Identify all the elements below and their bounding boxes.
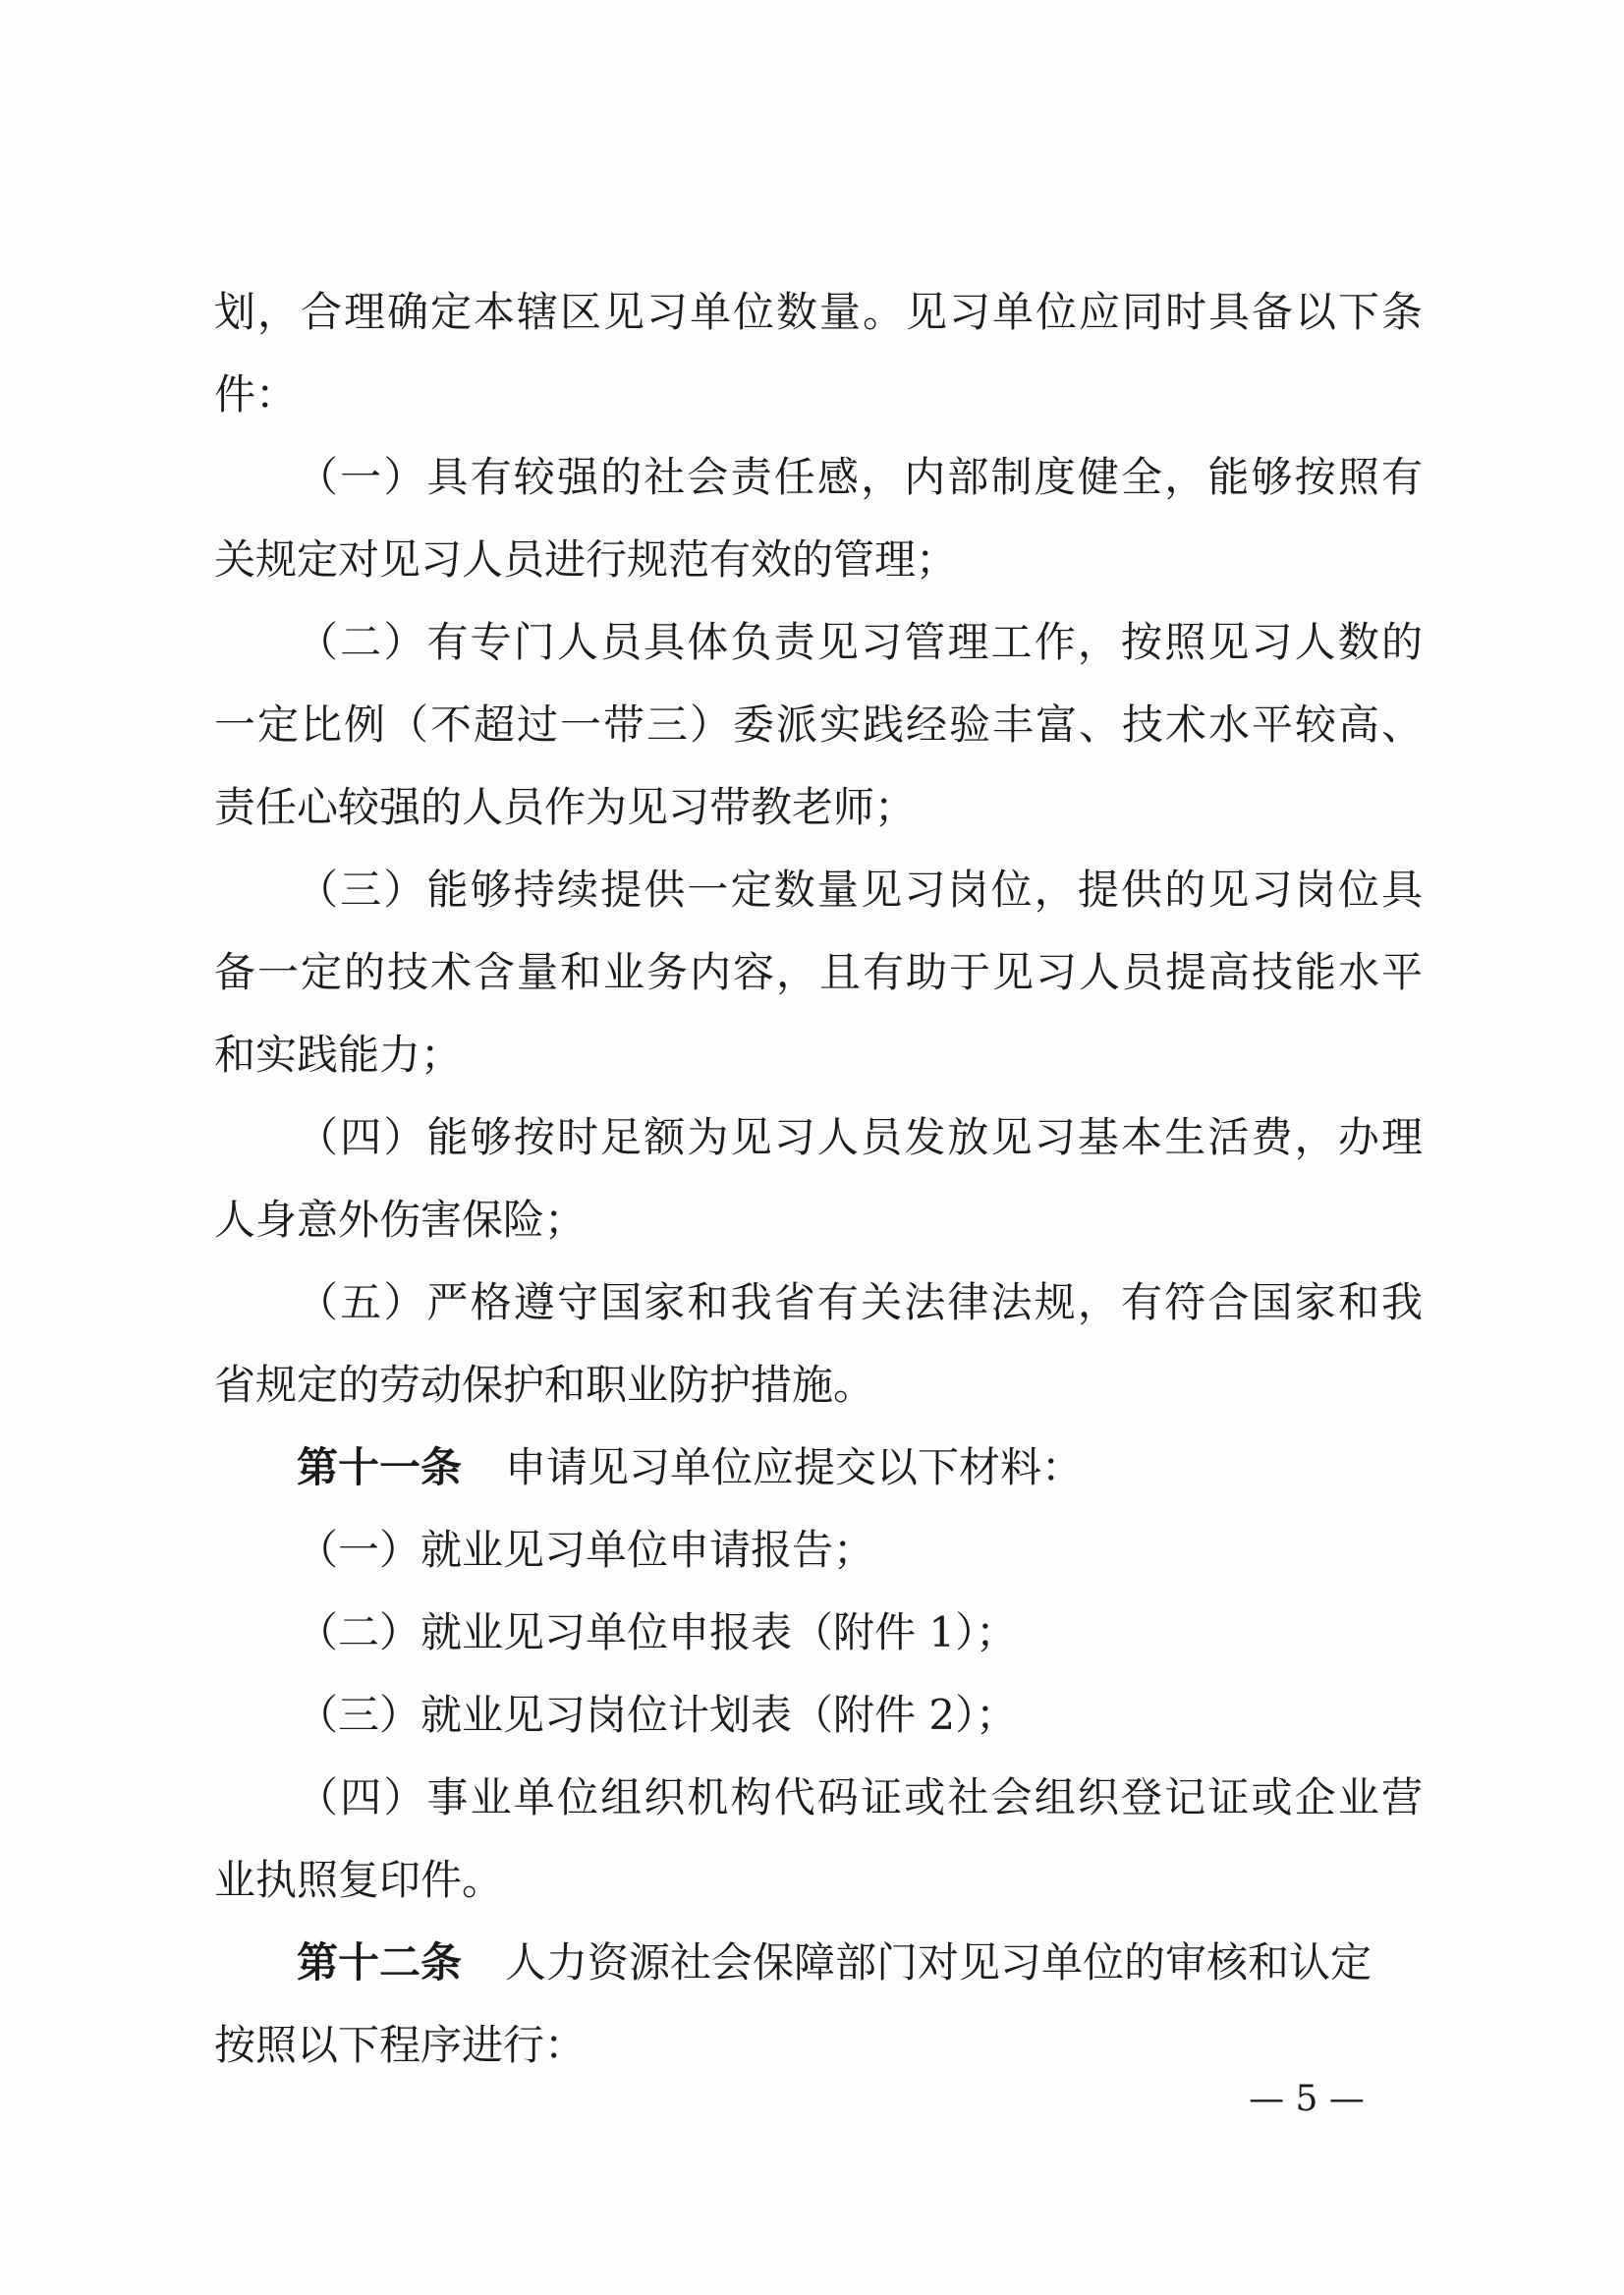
article-11-text: 申请见习单位应提交以下材料： [505, 1443, 1084, 1491]
body-line-22: 按照以下程序进行： [214, 2021, 587, 2069]
body-line-5: （二）有专门人员具体负责见习管理工作，按照见习人数的 [297, 618, 1423, 666]
body-line-9: 备一定的技术含量和业务内容，且有助于见习人员提高技能水平 [214, 948, 1423, 996]
body-line-10: 和实践能力； [214, 1031, 463, 1079]
article-11-line [297, 1438, 1423, 1497]
body-line-12: 人身意外伤害保险； [214, 1196, 587, 1244]
body-line-13: （五）严格遵守国家和我省有关法律法规，有符合国家和我 [297, 1278, 1423, 1326]
body-line-7: 责任心较强的人员作为见习带教老师； [214, 783, 917, 831]
body-line-2: 件： [214, 370, 298, 419]
page-number: — 5 — [1249, 2079, 1365, 2119]
body-line-1: 划，合理确定本辖区见习单位数量。见习单位应同时具备以下条 [214, 288, 1423, 336]
body-line-17: （二）就业见习单位申报表（附件 1）； [297, 1608, 1018, 1656]
body-line-16: （一）就业见习单位申请报告； [297, 1526, 875, 1574]
body-line-18: （三）就业见习岗位计划表（附件 2）； [297, 1691, 1018, 1739]
article-12-line [297, 1933, 1423, 1992]
body-line-14: 省规定的劳动保护和职业防护措施。 [214, 1361, 875, 1409]
article-12-text: 人力资源社会保障部门对见习单位的审核和认定 [505, 1938, 1372, 1987]
body-line-20: 业执照复印件。 [214, 1856, 504, 1904]
body-line-11: （四）能够按时足额为见习人员发放见习基本生活费，办理 [297, 1113, 1423, 1161]
article-12-heading: 第十二条 [297, 1938, 463, 1987]
body-line-3: （一）具有较强的社会责任感，内部制度健全，能够按照有 [297, 453, 1423, 501]
body-line-6: 一定比例（不超过一带三）委派实践经验丰富、技术水平较高、 [214, 700, 1423, 749]
body-line-8: （三）能够持续提供一定数量见习岗位，提供的见习岗位具 [297, 866, 1423, 914]
article-11-heading: 第十一条 [297, 1443, 463, 1491]
body-line-4: 关规定对见习人员进行规范有效的管理； [214, 535, 958, 584]
body-line-19: （四）事业单位组织机构代码证或社会组织登记证或企业营 [297, 1773, 1423, 1821]
